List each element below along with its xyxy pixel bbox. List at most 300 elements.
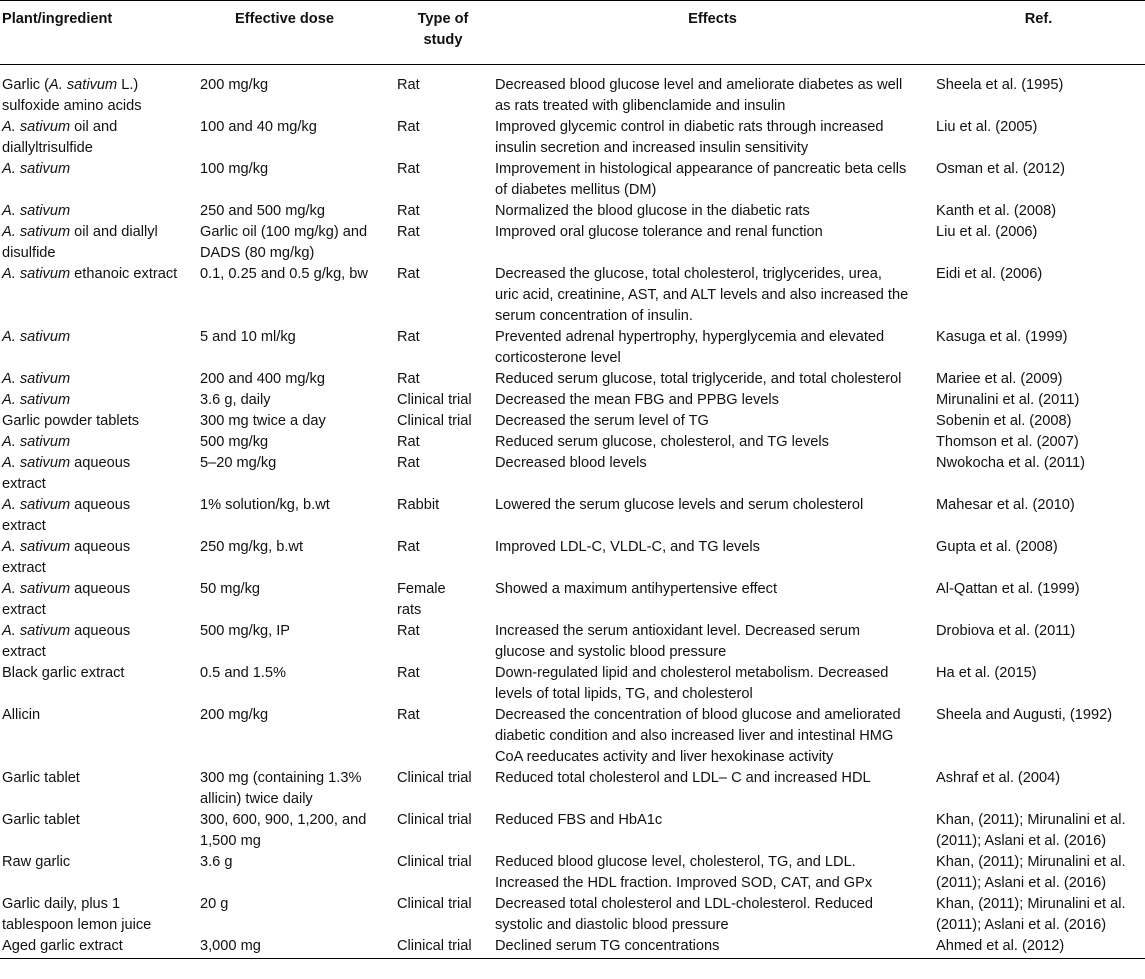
- study-line: Rat: [397, 266, 420, 282]
- reference-line: Mariee et al. (2009): [936, 371, 1063, 387]
- cell-effects: [493, 264, 934, 327]
- cell-plant-ingredient: [0, 327, 198, 369]
- header-type-of-study-line1: Type of: [417, 11, 469, 27]
- effects-line: CoA reeducates activity and liver hexokinase activity: [495, 749, 834, 765]
- cell-effective-dose: [198, 369, 395, 390]
- reference-line: (2011); Aslani et al. (2016): [936, 875, 1107, 891]
- plant-line: [2, 936, 194, 957]
- cell-study-type: [395, 159, 493, 201]
- table-row: [0, 65, 1145, 118]
- plant-line: [2, 453, 194, 474]
- cell-effective-dose: [198, 201, 395, 222]
- plant-line: [2, 222, 194, 243]
- table-row: [0, 579, 1145, 621]
- species-name: A. sativum: [2, 392, 71, 408]
- table-row: [0, 705, 1145, 768]
- cell-plant-ingredient: [0, 390, 198, 411]
- cell-effects: [493, 411, 934, 432]
- species-name: A. sativum: [2, 581, 71, 597]
- table-row: [0, 894, 1145, 936]
- species-name: A. sativum: [2, 266, 71, 282]
- study-line: Rat: [397, 539, 420, 555]
- reference-line: Khan, (2011); Mirunalini et al.: [936, 896, 1126, 912]
- cell-plant-ingredient: [0, 537, 198, 579]
- cell-plant-ingredient: [0, 369, 198, 390]
- table-body: [0, 65, 1145, 959]
- cell-effective-dose: [198, 453, 395, 495]
- table-row: [0, 432, 1145, 453]
- study-line: Rat: [397, 161, 420, 177]
- plant-line: [2, 327, 194, 348]
- cell-effects: [493, 117, 934, 159]
- reference-line: Mahesar et al. (2010): [936, 497, 1075, 513]
- cell-effects: [493, 369, 934, 390]
- header-row: [0, 1, 1145, 65]
- dose-line: 250 mg/kg, b.wt: [200, 539, 304, 555]
- cell-effects: [493, 495, 934, 537]
- dose-line: 1,500 mg: [200, 833, 261, 849]
- dose-line: 3,000 mg: [200, 938, 261, 954]
- effects-line: Increased the serum antioxidant level. Decreased serum: [495, 623, 861, 639]
- cell-effective-dose: [198, 411, 395, 432]
- cell-effects: [493, 390, 934, 411]
- cell-reference: [934, 432, 1145, 453]
- reference-line: Drobiova et al. (2011): [936, 623, 1076, 639]
- cell-effective-dose: [198, 495, 395, 537]
- cell-reference: [934, 663, 1145, 705]
- effects-line: levels of total lipids, TG, and cholesterol: [495, 686, 753, 702]
- cell-reference: [934, 201, 1145, 222]
- cell-study-type: [395, 390, 493, 411]
- cell-plant-ingredient: [0, 936, 198, 959]
- reference-line: Kasuga et al. (1999): [936, 329, 1068, 345]
- study-line: Clinical trial: [397, 812, 472, 828]
- header-plant-ingredient: Plant/ingredient: [0, 1, 198, 65]
- cell-effective-dose: [198, 432, 395, 453]
- plant-text: Garlic tablet: [2, 812, 80, 828]
- study-line: Clinical trial: [397, 938, 472, 954]
- plant-line: [2, 894, 194, 915]
- study-line: Rat: [397, 455, 420, 471]
- cell-study-type: [395, 327, 493, 369]
- species-name: A. sativum: [2, 203, 71, 219]
- plant-line: [2, 600, 194, 621]
- table-row: [0, 537, 1145, 579]
- reference-line: Sheela et al. (1995): [936, 77, 1064, 93]
- cell-effective-dose: [198, 390, 395, 411]
- table-row: [0, 852, 1145, 894]
- plant-text: disulfide: [2, 245, 56, 261]
- cell-reference: [934, 327, 1145, 369]
- study-line: Rabbit: [397, 497, 440, 513]
- dose-line: 500 mg/kg: [200, 434, 269, 450]
- cell-study-type: [395, 495, 493, 537]
- dose-line: allicin) twice daily: [200, 791, 313, 807]
- cell-reference: [934, 159, 1145, 201]
- dose-line: 0.5 and 1.5%: [200, 665, 287, 681]
- study-line: Rat: [397, 707, 420, 723]
- plant-line: [2, 579, 194, 600]
- cell-reference: [934, 705, 1145, 768]
- table-row: [0, 936, 1145, 959]
- cell-reference: [934, 621, 1145, 663]
- table-row: [0, 411, 1145, 432]
- table-row: [0, 201, 1145, 222]
- effects-line: of diabetes mellitus (DM): [495, 182, 657, 198]
- table-row: [0, 663, 1145, 705]
- cell-effects: [493, 65, 934, 118]
- cell-effects: [493, 222, 934, 264]
- reference-line: Eidi et al. (2006): [936, 266, 1043, 282]
- plant-line: [2, 915, 194, 936]
- dose-line: 3.6 g: [200, 854, 233, 870]
- effects-line: serum concentration of insulin.: [495, 308, 693, 324]
- cell-reference: [934, 390, 1145, 411]
- table-row: [0, 327, 1145, 369]
- table-row: [0, 810, 1145, 852]
- study-line: Clinical trial: [397, 413, 472, 429]
- cell-study-type: [395, 894, 493, 936]
- plant-line: [2, 810, 194, 831]
- cell-effects: [493, 621, 934, 663]
- species-name: A. sativum: [49, 77, 118, 93]
- cell-plant-ingredient: [0, 810, 198, 852]
- plant-text: aqueous: [70, 497, 131, 513]
- table-row: [0, 453, 1145, 495]
- cell-study-type: [395, 579, 493, 621]
- cell-reference: [934, 936, 1145, 959]
- header-ref: Ref.: [934, 1, 1145, 65]
- plant-line: [2, 474, 194, 495]
- cell-effects: [493, 537, 934, 579]
- cell-study-type: [395, 663, 493, 705]
- dose-line: 3.6 g, daily: [200, 392, 271, 408]
- cell-effects: [493, 936, 934, 959]
- plant-text: extract: [2, 644, 46, 660]
- reference-line: Thomson et al. (2007): [936, 434, 1079, 450]
- cell-plant-ingredient: [0, 495, 198, 537]
- effects-line: Normalized the blood glucose in the diabetic rats: [495, 203, 810, 219]
- plant-text: extract: [2, 476, 46, 492]
- reference-line: Liu et al. (2005): [936, 119, 1038, 135]
- effects-line: insulin secretion and increased insulin sensitivity: [495, 140, 809, 156]
- cell-study-type: [395, 453, 493, 495]
- table-row: [0, 264, 1145, 327]
- plant-line: [2, 852, 194, 873]
- plant-line: [2, 537, 194, 558]
- dose-line: 5 and 10 ml/kg: [200, 329, 296, 345]
- species-name: A. sativum: [2, 539, 71, 555]
- plant-text: Raw garlic: [2, 854, 71, 870]
- cell-study-type: [395, 768, 493, 810]
- cell-study-type: [395, 117, 493, 159]
- plant-line: [2, 75, 194, 96]
- table-row: [0, 222, 1145, 264]
- cell-effects: [493, 852, 934, 894]
- table-row: [0, 621, 1145, 663]
- effects-line: diabetic condition and also increased liver and intestinal HMG: [495, 728, 894, 744]
- effects-line: Reduced blood glucose level, cholesterol, TG, and LDL.: [495, 854, 856, 870]
- cell-reference: [934, 537, 1145, 579]
- plant-text: aqueous: [70, 581, 131, 597]
- study-line: Rat: [397, 623, 420, 639]
- cell-effects: [493, 579, 934, 621]
- header-type-of-study-line2: study: [423, 32, 463, 48]
- plant-line: [2, 201, 194, 222]
- dose-line: 20 g: [200, 896, 229, 912]
- cell-reference: [934, 369, 1145, 390]
- dose-line: 200 mg/kg: [200, 707, 269, 723]
- dose-line: 300, 600, 900, 1,200, and: [200, 812, 367, 828]
- cell-reference: [934, 768, 1145, 810]
- cell-plant-ingredient: [0, 852, 198, 894]
- cell-effective-dose: [198, 159, 395, 201]
- cell-effects: [493, 453, 934, 495]
- species-name: A. sativum: [2, 161, 71, 177]
- dose-line: 1% solution/kg, b.wt: [200, 497, 330, 513]
- cell-reference: [934, 65, 1145, 118]
- cell-effects: [493, 201, 934, 222]
- effects-line: Improved glycemic control in diabetic rats through increased: [495, 119, 884, 135]
- plant-text: Black garlic extract: [2, 665, 125, 681]
- plant-line: [2, 642, 194, 663]
- cell-study-type: [395, 264, 493, 327]
- effects-line: as rats treated with glibenclamide and insulin: [495, 98, 786, 114]
- cell-study-type: [395, 936, 493, 959]
- plant-line: [2, 369, 194, 390]
- cell-plant-ingredient: [0, 663, 198, 705]
- species-name: A. sativum: [2, 497, 71, 513]
- cell-reference: [934, 453, 1145, 495]
- cell-reference: [934, 579, 1145, 621]
- study-line: Rat: [397, 665, 420, 681]
- cell-effective-dose: [198, 810, 395, 852]
- dose-line: 200 mg/kg: [200, 77, 269, 93]
- dose-line: DADS (80 mg/kg): [200, 245, 315, 261]
- effects-line: Decreased blood levels: [495, 455, 647, 471]
- reference-line: (2011); Aslani et al. (2016): [936, 917, 1107, 933]
- plant-line: [2, 558, 194, 579]
- cell-effective-dose: [198, 621, 395, 663]
- dose-line: 250 and 500 mg/kg: [200, 203, 325, 219]
- cell-effective-dose: [198, 579, 395, 621]
- plant-line: [2, 159, 194, 180]
- dose-line: 300 mg twice a day: [200, 413, 326, 429]
- plant-text: aqueous: [70, 623, 131, 639]
- plant-text: Garlic powder tablets: [2, 413, 140, 429]
- plant-line: [2, 516, 194, 537]
- effects-line: corticosterone level: [495, 350, 621, 366]
- table-row: [0, 390, 1145, 411]
- cell-study-type: [395, 537, 493, 579]
- cell-study-type: [395, 705, 493, 768]
- cell-plant-ingredient: [0, 453, 198, 495]
- cell-effective-dose: [198, 264, 395, 327]
- reference-line: Ahmed et al. (2012): [936, 938, 1065, 954]
- cell-plant-ingredient: [0, 65, 198, 118]
- plant-line: [2, 621, 194, 642]
- study-line: Rat: [397, 119, 420, 135]
- effects-line: Improved oral glucose tolerance and renal function: [495, 224, 823, 240]
- species-name: A. sativum: [2, 371, 71, 387]
- cell-study-type: [395, 432, 493, 453]
- effects-line: Declined serum TG concentrations: [495, 938, 720, 954]
- cell-effects: [493, 432, 934, 453]
- species-name: A. sativum: [2, 455, 71, 471]
- cell-plant-ingredient: [0, 117, 198, 159]
- plant-text: Aged garlic extract: [2, 938, 123, 954]
- reference-line: (2011); Aslani et al. (2016): [936, 833, 1107, 849]
- effects-line: glucose and systolic blood pressure: [495, 644, 727, 660]
- reference-line: Liu et al. (2006): [936, 224, 1038, 240]
- dose-line: 100 mg/kg: [200, 161, 269, 177]
- cell-effective-dose: [198, 705, 395, 768]
- effects-line: Decreased blood glucose level and ameliorate diabetes as well: [495, 77, 903, 93]
- cell-plant-ingredient: [0, 894, 198, 936]
- plant-text: tablespoon lemon juice: [2, 917, 152, 933]
- study-line: rats: [397, 602, 422, 618]
- study-line: Rat: [397, 434, 420, 450]
- plant-text: extract: [2, 602, 46, 618]
- cell-reference: [934, 117, 1145, 159]
- cell-study-type: [395, 65, 493, 118]
- cell-plant-ingredient: [0, 432, 198, 453]
- cell-effective-dose: [198, 936, 395, 959]
- table-row: [0, 369, 1145, 390]
- effects-line: Lowered the serum glucose levels and serum cholesterol: [495, 497, 864, 513]
- study-line: Female: [397, 581, 446, 597]
- cell-plant-ingredient: [0, 222, 198, 264]
- plant-text: oil and: [70, 119, 118, 135]
- plant-line: [2, 243, 194, 264]
- plant-line: [2, 96, 194, 117]
- table-row: [0, 495, 1145, 537]
- cell-effects: [493, 159, 934, 201]
- study-line: Rat: [397, 371, 420, 387]
- table-header: [0, 1, 1145, 65]
- reference-line: Sobenin et al. (2008): [936, 413, 1072, 429]
- species-name: A. sativum: [2, 224, 71, 240]
- cell-effects: [493, 768, 934, 810]
- cell-study-type: [395, 201, 493, 222]
- reference-line: Ashraf et al. (2004): [936, 770, 1061, 786]
- cell-effects: [493, 810, 934, 852]
- table-row: [0, 117, 1145, 159]
- plant-text: extract: [2, 560, 46, 576]
- effects-line: Improved LDL-C, VLDL-C, and TG levels: [495, 539, 760, 555]
- study-line: Rat: [397, 329, 420, 345]
- cell-effective-dose: [198, 222, 395, 264]
- table-row: [0, 768, 1145, 810]
- cell-plant-ingredient: [0, 159, 198, 201]
- cell-reference: [934, 894, 1145, 936]
- cell-study-type: [395, 621, 493, 663]
- cell-effective-dose: [198, 852, 395, 894]
- reference-line: Kanth et al. (2008): [936, 203, 1057, 219]
- reference-line: Nwokocha et al. (2011): [936, 455, 1085, 471]
- plant-line: [2, 432, 194, 453]
- cell-plant-ingredient: [0, 264, 198, 327]
- effects-line: Decreased the concentration of blood glucose and ameliorated: [495, 707, 901, 723]
- effects-line: Decreased the serum level of TG: [495, 413, 709, 429]
- plant-text: L.): [117, 77, 139, 93]
- effects-line: Reduced FBS and HbA1c: [495, 812, 663, 828]
- plant-text: extract: [2, 518, 46, 534]
- cell-plant-ingredient: [0, 621, 198, 663]
- reference-line: Ha et al. (2015): [936, 665, 1037, 681]
- reference-line: Khan, (2011); Mirunalini et al.: [936, 812, 1126, 828]
- plant-text: Garlic tablet: [2, 770, 80, 786]
- study-line: Clinical trial: [397, 392, 472, 408]
- study-line: Clinical trial: [397, 896, 472, 912]
- study-line: Rat: [397, 77, 420, 93]
- effects-line: uric acid, creatinine, AST, and ALT levels and also increased the: [495, 287, 909, 303]
- cell-effects: [493, 894, 934, 936]
- header-type-of-study: [395, 1, 493, 65]
- cell-effective-dose: [198, 537, 395, 579]
- cell-reference: [934, 810, 1145, 852]
- plant-text: diallyltrisulfide: [2, 140, 93, 156]
- effects-line: Decreased total cholesterol and LDL-cholesterol. Reduced: [495, 896, 874, 912]
- effects-line: Decreased the glucose, total cholesterol, triglycerides, urea,: [495, 266, 882, 282]
- study-line: Clinical trial: [397, 854, 472, 870]
- header-effective-dose: Effective dose: [198, 1, 395, 65]
- plant-line: [2, 705, 194, 726]
- plant-text: aqueous: [70, 455, 131, 471]
- effects-line: Showed a maximum antihypertensive effect: [495, 581, 778, 597]
- cell-plant-ingredient: [0, 201, 198, 222]
- reference-line: Khan, (2011); Mirunalini et al.: [936, 854, 1126, 870]
- effects-line: Prevented adrenal hypertrophy, hyperglycemia and elevated: [495, 329, 885, 345]
- reference-line: Sheela and Augusti, (1992): [936, 707, 1113, 723]
- species-name: A. sativum: [2, 119, 71, 135]
- effects-line: systolic and diastolic blood pressure: [495, 917, 729, 933]
- cell-plant-ingredient: [0, 411, 198, 432]
- dose-line: 100 and 40 mg/kg: [200, 119, 317, 135]
- plant-line: [2, 138, 194, 159]
- plant-line: [2, 390, 194, 411]
- cell-effects: [493, 663, 934, 705]
- study-line: Rat: [397, 203, 420, 219]
- plant-line: [2, 663, 194, 684]
- cell-effective-dose: [198, 663, 395, 705]
- cell-reference: [934, 495, 1145, 537]
- dose-line: 5–20 mg/kg: [200, 455, 277, 471]
- plant-text: aqueous: [70, 539, 131, 555]
- cell-plant-ingredient: [0, 705, 198, 768]
- dose-line: 50 mg/kg: [200, 581, 261, 597]
- plant-line: [2, 768, 194, 789]
- cell-plant-ingredient: [0, 579, 198, 621]
- cell-effective-dose: [198, 327, 395, 369]
- effects-line: Reduced serum glucose, cholesterol, and TG levels: [495, 434, 829, 450]
- cell-reference: [934, 852, 1145, 894]
- dose-line: Garlic oil (100 mg/kg) and: [200, 224, 368, 240]
- cell-effective-dose: [198, 65, 395, 118]
- effects-line: Improvement in histological appearance of pancreatic beta cells: [495, 161, 907, 177]
- cell-study-type: [395, 852, 493, 894]
- dose-line: 0.1, 0.25 and 0.5 g/kg, bw: [200, 266, 368, 282]
- dose-line: 200 and 400 mg/kg: [200, 371, 325, 387]
- species-name: A. sativum: [2, 434, 71, 450]
- cell-study-type: [395, 810, 493, 852]
- effects-line: Reduced serum glucose, total triglyceride, and total cholesterol: [495, 371, 902, 387]
- cell-study-type: [395, 369, 493, 390]
- plant-text: ethanoic extract: [70, 266, 178, 282]
- cell-effective-dose: [198, 117, 395, 159]
- reference-line: Osman et al. (2012): [936, 161, 1065, 177]
- effects-line: Down-regulated lipid and cholesterol metabolism. Decreased: [495, 665, 889, 681]
